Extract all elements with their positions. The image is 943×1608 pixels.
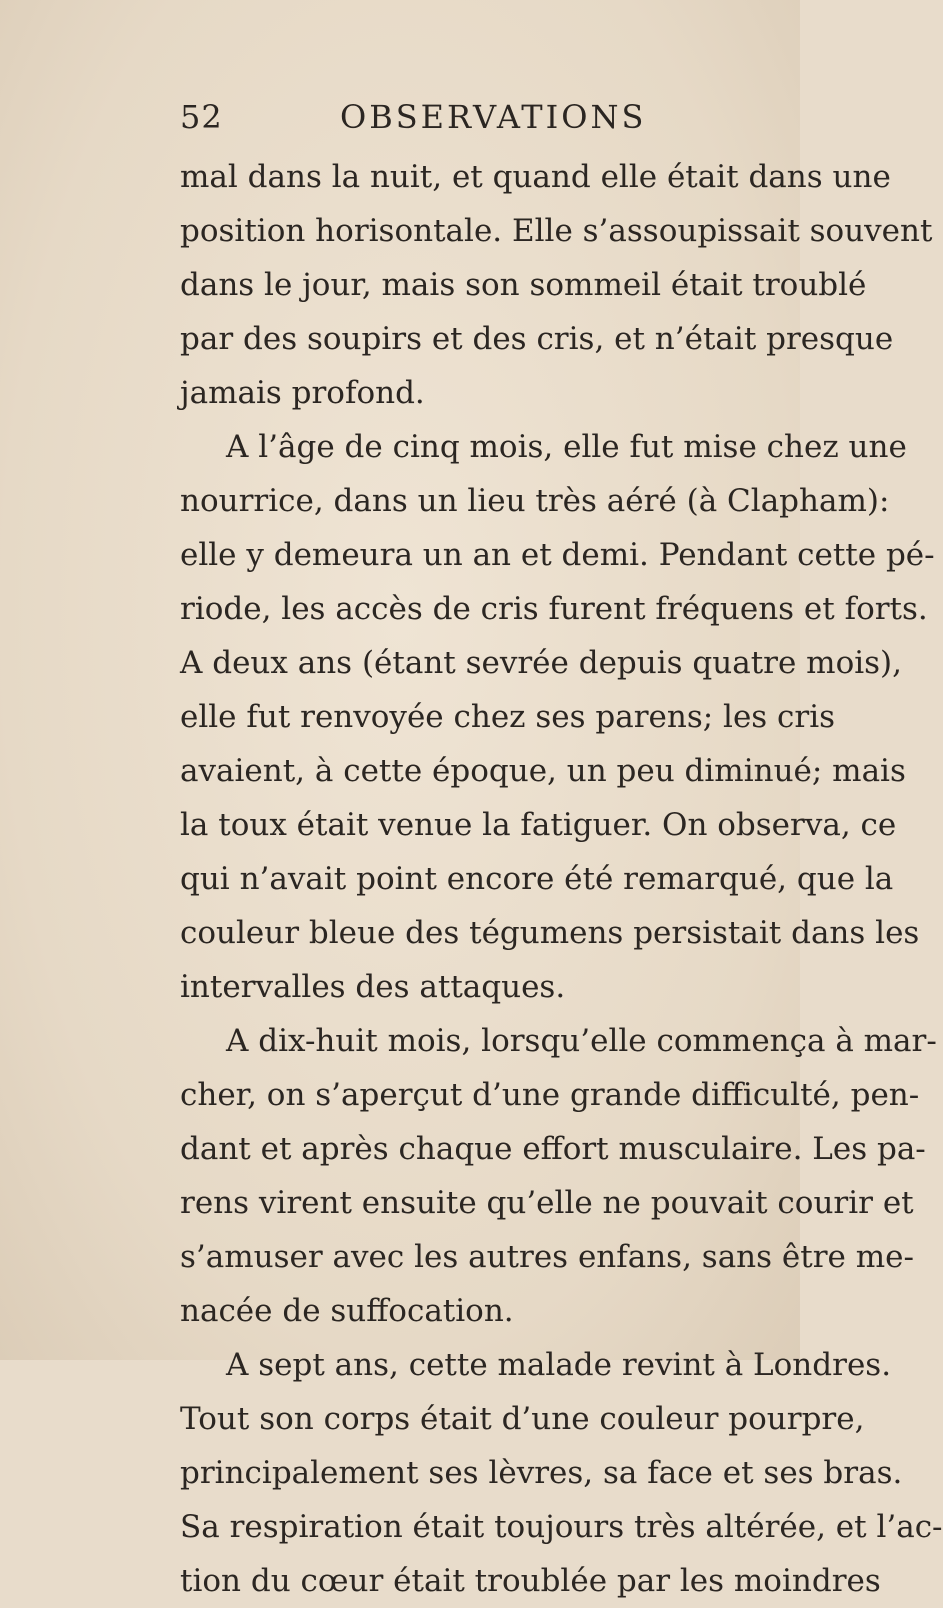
text-line: la toux était venue la fatiguer. On observa, ce bbox=[180, 807, 897, 843]
text-line: jamais profond. bbox=[180, 375, 425, 411]
text-line: elle fut renvoyée chez ses parens; les cris bbox=[180, 699, 836, 735]
text-line: nacée de suffocation. bbox=[180, 1293, 514, 1329]
text-line: tion du cœur était troublée par les moindres bbox=[180, 1563, 881, 1599]
text-line: dans le jour, mais son sommeil était troublé bbox=[180, 267, 867, 303]
text-line: Tout son corps était d’une couleur pourpre, bbox=[180, 1401, 865, 1437]
text-line: intervalles des attaques. bbox=[180, 969, 566, 1005]
text-line: s’amuser avec les autres enfans, sans être me- bbox=[180, 1239, 914, 1275]
text-line: riode, les accès de cris furent fréquens et forts. bbox=[180, 591, 928, 627]
page-number: 52 bbox=[180, 98, 223, 136]
running-title: OBSERVATIONS bbox=[340, 98, 647, 136]
text-line: mal dans la nuit, et quand elle était dans une bbox=[180, 159, 891, 195]
paragraph-start-line: A sept ans, cette malade revint à Londres. bbox=[226, 1347, 892, 1383]
text-line: nourrice, dans un lieu très aéré (à Clapham): bbox=[180, 483, 890, 519]
text-line: rens virent ensuite qu’elle ne pouvait courir et bbox=[180, 1185, 914, 1221]
text-line: principalement ses lèvres, sa face et ses bras. bbox=[180, 1455, 903, 1491]
text-line: couleur bleue des tégumens persistait dans les bbox=[180, 915, 920, 951]
text-line: A deux ans (étant sevrée depuis quatre mois), bbox=[180, 645, 903, 681]
text-line: elle y demeura un an et demi. Pendant cette pé- bbox=[180, 537, 935, 573]
text-line: cher, on s’aperçut d’une grande difficulté, pen- bbox=[180, 1077, 920, 1113]
paragraph-start-line: A dix-huit mois, lorsqu’elle commença à mar- bbox=[226, 1023, 937, 1059]
body-text bbox=[180, 150, 943, 1608]
text-line: avaient, à cette époque, un peu diminué; mais bbox=[180, 753, 906, 789]
text-line: position horisontale. Elle s’assoupissait souvent bbox=[180, 213, 933, 249]
text-line: Sa respiration était toujours très altérée, et l’ac- bbox=[180, 1509, 943, 1545]
text-line: par des soupirs et des cris, et n’était presque bbox=[180, 321, 894, 357]
paragraph-start-line: A l’âge de cinq mois, elle fut mise chez une bbox=[226, 429, 907, 465]
text-line: dant et après chaque effort musculaire. Les pa- bbox=[180, 1131, 926, 1167]
text-line: qui n’avait point encore été remarqué, que la bbox=[180, 861, 894, 897]
page-header bbox=[180, 98, 740, 142]
